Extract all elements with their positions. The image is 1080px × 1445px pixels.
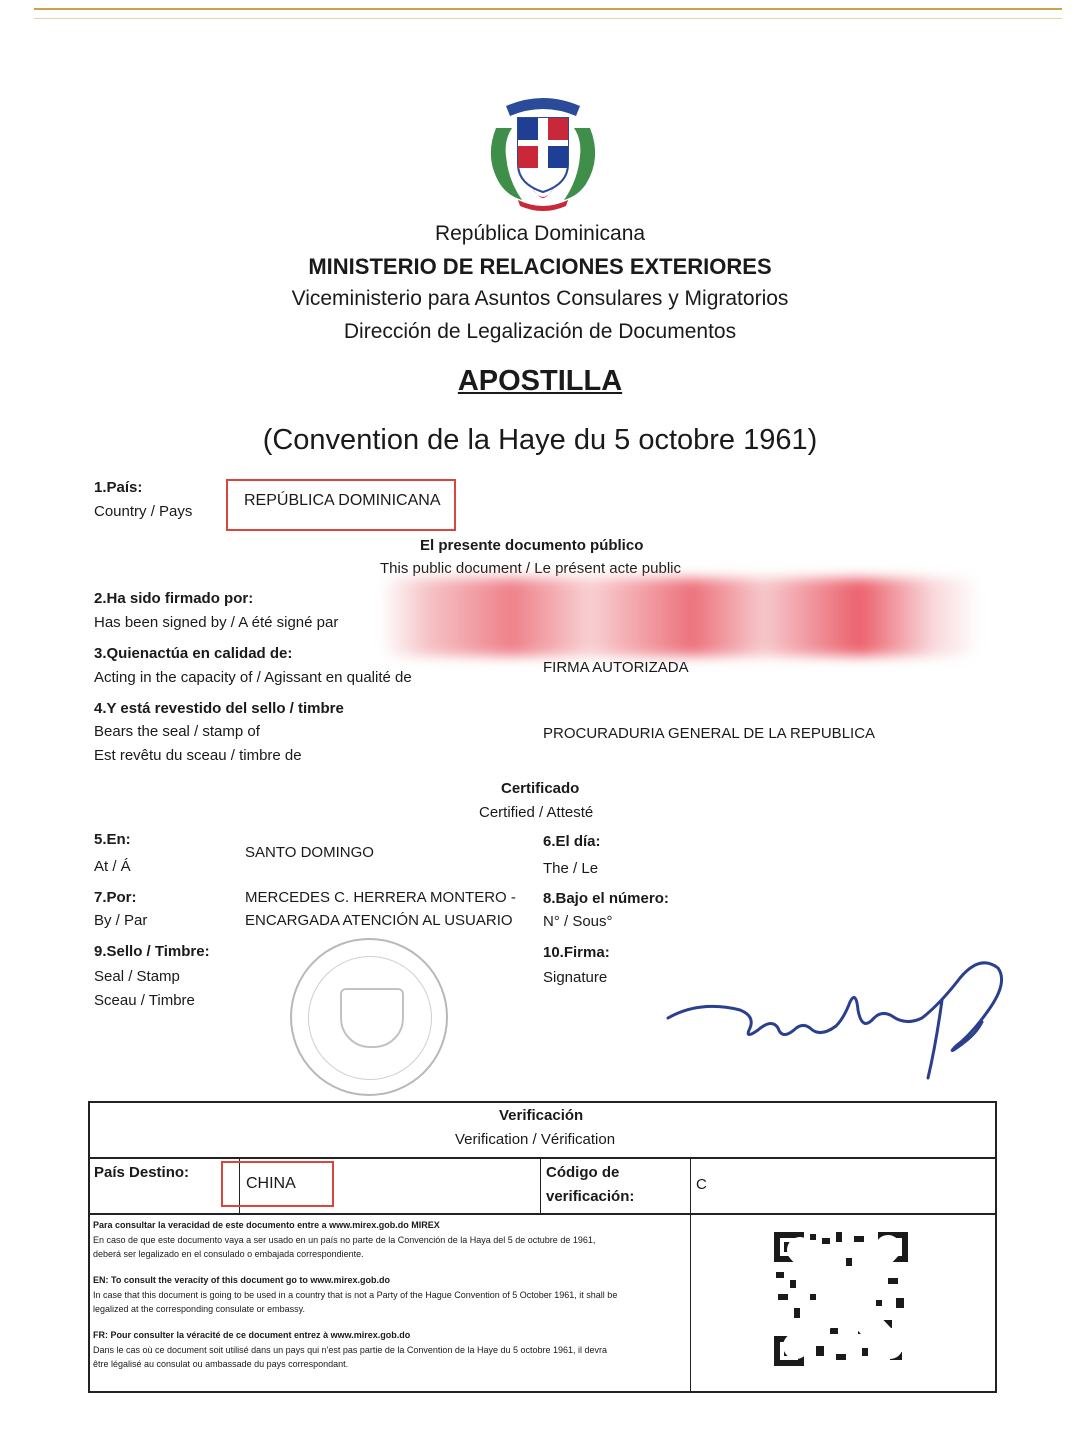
note-en-1: EN: To consult the veracity of this document go to www.mirex.gob.do (93, 1275, 391, 1285)
verification-col-divider-3 (690, 1157, 691, 1393)
at-label-en: At / Á (94, 858, 131, 875)
header-country: República Dominicana (434, 222, 646, 245)
acting-label-es: 3.Quienactúa en calidad de: (94, 645, 293, 662)
coat-of-arms-icon (478, 88, 608, 214)
at-label-es: 5.En: (94, 831, 131, 848)
country-value: REPÚBLICA DOMINICANA (244, 492, 441, 509)
country-label-en: Country / Pays (94, 503, 193, 520)
document-subtitle: (Convention de la Haye du 5 octobre 1961) (262, 424, 818, 456)
at-value: SANTO DOMINGO (245, 844, 374, 861)
verification-code-value: C (696, 1176, 707, 1193)
stamp-label-es: 9.Sello / Timbre: (94, 943, 210, 960)
by-label-en: By / Par (94, 912, 148, 929)
note-fr-3: être légalisé au consulat ou ambassade du pays correspondant. (93, 1359, 349, 1369)
header-vice-ministry: Viceministerio para Asuntos Consulares y Migratorios (291, 287, 789, 310)
day-label-en: The / Le (543, 860, 599, 877)
by-label-es: 7.Por: (94, 889, 137, 906)
note-es-2: En caso de que este documento vaya a ser usado en un país no parte de la Convención de la Haya del 5 de octubre de 1961, (93, 1235, 596, 1245)
header-directorate: Dirección de Legalización de Documentos (343, 320, 737, 343)
handwritten-signature (660, 948, 1020, 1088)
embossed-seal (290, 938, 448, 1096)
acting-label-en: Acting in the capacity of / Agissant en qualité de (94, 669, 412, 686)
note-en-2: In case that this document is going to be used in a country that is not a Party of the Hague Convention of 5 October 1961, it shall be (93, 1290, 618, 1300)
signed-by-label-en: Has been signed by / A été signé par (94, 614, 339, 631)
note-fr-1: FR: Pour consulter la véracité de ce document entrez à www.mirex.gob.do (93, 1330, 411, 1340)
signature-label-es: 10.Firma: (543, 944, 610, 961)
destination-label: País Destino: (94, 1164, 190, 1181)
seal-label-en: Bears the seal / stamp of (94, 723, 260, 740)
note-es-1: Para consultar la veracidad de este documento entre a www.mirex.gob.do MIREX (93, 1220, 440, 1230)
verification-title-es: Verificación (499, 1107, 584, 1124)
redacted-signer-name (380, 578, 980, 656)
verification-code-label-2: verificación: (546, 1188, 635, 1205)
seal-crest-icon (340, 988, 404, 1048)
verification-code-label-1: Código de (546, 1164, 620, 1181)
signed-by-label-es: 2.Ha sido firmado por: (94, 590, 254, 607)
note-es-3: deberá ser legalizado en el consulado o embajada correspondiente. (93, 1249, 364, 1259)
stamp-label-en: Seal / Stamp (94, 968, 180, 985)
verification-col-divider-2 (540, 1157, 541, 1213)
qr-code-icon (770, 1228, 912, 1370)
seal-value: PROCURADURIA GENERAL DE LA REPUBLICA (543, 725, 876, 742)
public-doc-en: This public document / Le présent acte public (380, 560, 682, 577)
verification-divider-mid (88, 1213, 997, 1215)
by-value-line2: ENCARGADA ATENCIÓN AL USUARIO (245, 912, 513, 929)
top-border-secondary (34, 18, 1062, 19)
seal-label-es: 4.Y está revestido del sello / timbre (94, 700, 344, 717)
header-ministry: MINISTERIO DE RELACIONES EXTERIORES (308, 254, 772, 279)
certified-en: Certified / Attesté (479, 804, 594, 821)
by-value-line1: MERCEDES C. HERRERA MONTERO - (245, 889, 516, 906)
number-label-es: 8.Bajo el número: (543, 890, 669, 907)
note-en-3: legalized at the corresponding consulate or embassy. (93, 1304, 305, 1314)
note-fr-2: Dans le cas où ce document soit utilisé dans un pays qui n'est pas partie de la Convention de la Haye du 5 octobre 1961, il devra (93, 1345, 608, 1355)
top-border (34, 8, 1062, 10)
signature-label-en: Signature (543, 969, 608, 986)
document-title: APOSTILLA (457, 365, 623, 397)
acting-value: FIRMA AUTORIZADA (543, 659, 689, 676)
country-label-es: 1.País: (94, 479, 143, 496)
number-label-en: N° / Sous° (543, 913, 613, 930)
verification-divider-top (88, 1157, 997, 1159)
verification-title-en: Verification / Vérification (455, 1131, 616, 1148)
day-label-es: 6.El día: (543, 833, 601, 850)
destination-value: CHINA (246, 1175, 296, 1192)
stamp-label-fr: Sceau / Timbre (94, 992, 195, 1009)
seal-label-fr: Est revêtu du sceau / timbre de (94, 747, 302, 764)
public-doc-es: El presente documento público (420, 537, 644, 554)
certified-es: Certificado (501, 780, 580, 797)
